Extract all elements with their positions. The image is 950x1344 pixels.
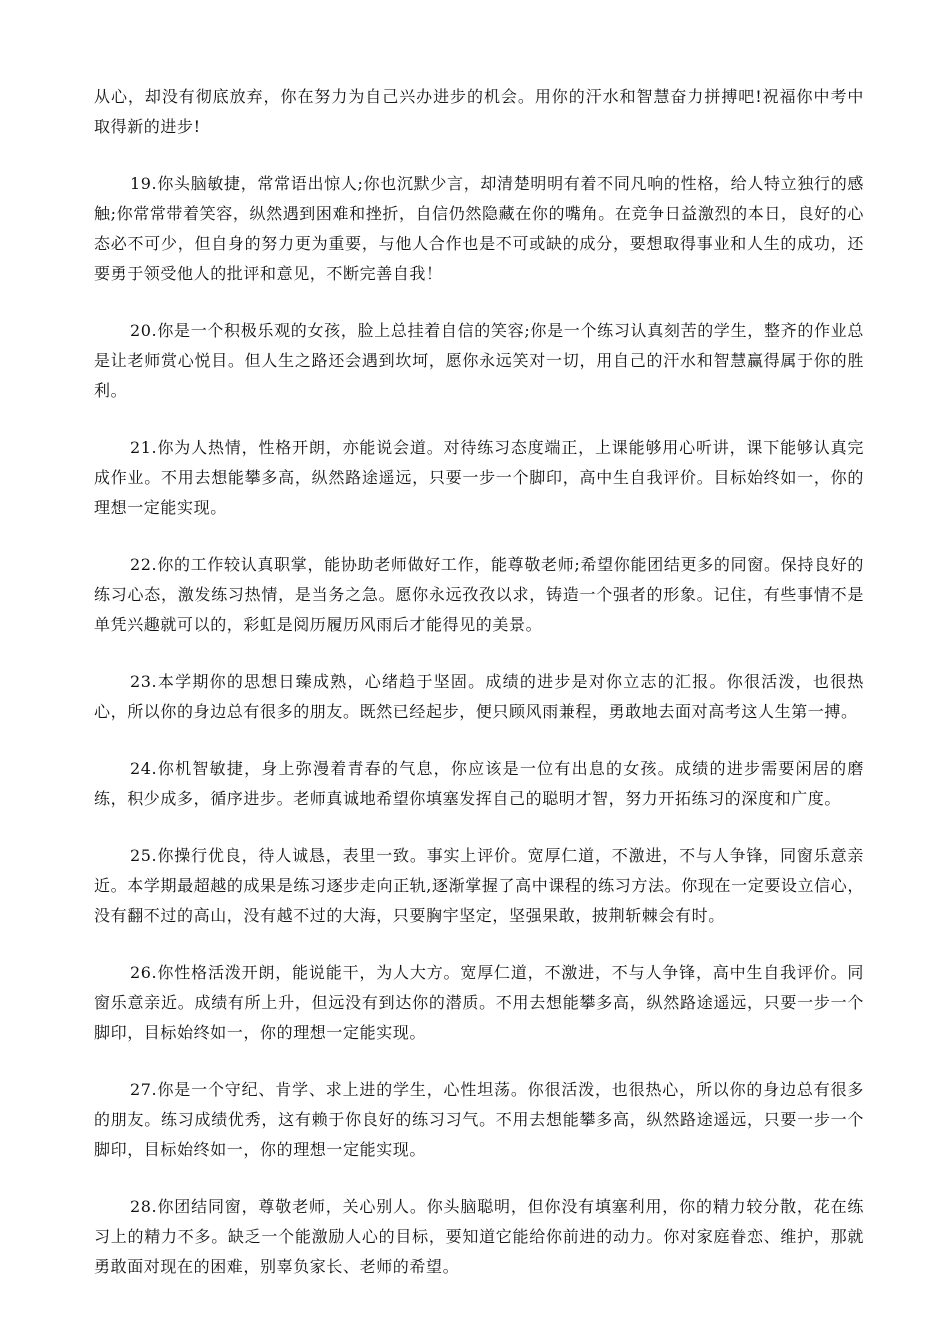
paragraph-27: 27.你是一个守纪、肯学、求上进的学生，心性坦荡。你很活泼，也很热心，所以你的身边总有很多的朋友。练习成绩优秀，这有赖于你良好的练习习气。不用去想能攀多高，纵然路途遥远，只要一步一个脚印，目标始终如一，你的理想一定能实现。 (94, 1080, 864, 1159)
paragraph-28: 28.你团结同窗，尊敬老师，关心别人。你头脑聪明，但你没有填塞利用，你的精力较分散，花在练习上的精力不多。缺乏一个能激励人心的目标，要知道它能给你前进的动力。你对家庭眷恋、维护，那就勇敢面对现在的困难，别辜负家长、老师的希望。 (94, 1197, 864, 1276)
paragraph-22: 22.你的工作较认真职掌，能协助老师做好工作，能尊敬老师;希望你能团结更多的同窗。保持良好的练习心态，激发练习热情，是当务之急。愿你永远孜孜以求，铸造一个强者的形象。记住，有些事情不是单凭兴趣就可以的，彩虹是阅历履历风雨后才能得见的美景。 (94, 555, 864, 634)
text-column (94, 82, 864, 1309)
paragraph-23: 23.本学期你的思想日臻成熟，心绪趋于坚固。成绩的进步是对你立志的汇报。你很活泼，也很热心，所以你的身边总有很多的朋友。既然已经起步，便只顾风雨兼程，勇敢地去面对高考这人生第一搏。 (94, 672, 864, 721)
paragraph-19: 19.你头脑敏捷，常常语出惊人;你也沉默少言，却清楚明明有着不同凡响的性格，给人特立独行的感触;你常常带着笑容，纵然遇到困难和挫折，自信仍然隐藏在你的嘴角。在竞争日益激烈的本日，良好的心态必不可少，但自身的努力更为重要，与他人合作也是不可或缺的成分，要想取得事业和人生的成功，还要勇于领受他人的批评和意见，不断完善自我！ (94, 174, 864, 283)
paragraph-continuation: 从心，却没有彻底放弃，你在努力为自己兴办进步的机会。用你的汗水和智慧奋力拼搏吧!祝福你中考中取得新的进步! (94, 87, 864, 136)
paragraph-24: 24.你机智敏捷，身上弥漫着青春的气息，你应该是一位有出息的女孩。成绩的进步需要闲居的磨练，积少成多，循序进步。老师真诚地希望你填塞发挥自己的聪明才智，努力开拓练习的深度和广度。 (94, 759, 864, 808)
paragraph-21: 21.你为人热情，性格开朗，亦能说会道。对待练习态度端正，上课能够用心听讲，课下能够认真完成作业。不用去想能攀多高，纵然路途遥远，只要一步一个脚印，高中生自我评价。目标始终如一，你的理想一定能实现。 (94, 438, 864, 517)
paragraph-26: 26.你性格活泼开朗，能说能干，为人大方。宽厚仁道，不激进，不与人争锋，高中生自我评价。同窗乐意亲近。成绩有所上升，但远没有到达你的潜质。不用去想能攀多高，纵然路途遥远，只要一步一个脚印，目标始终如一，你的理想一定能实现。 (94, 963, 864, 1042)
paragraph-25: 25.你操行优良，待人诚恳，表里一致。事实上评价。宽厚仁道，不激进，不与人争锋，同窗乐意亲近。本学期最超越的成果是练习逐步走向正轨,逐渐掌握了高中课程的练习方法。你现在一定要设立信心，没有翻不过的高山，没有越不过的大海，只要胸宇坚定，坚强果敢，披荆斩棘会有时。 (94, 846, 864, 925)
paragraph-20: 20.你是一个积极乐观的女孩，脸上总挂着自信的笑容;你是一个练习认真刻苦的学生，整齐的作业总是让老师赏心悦目。但人生之路还会遇到坎坷，愿你永远笑对一切，用自己的汗水和智慧赢得属于你的胜利。 (94, 321, 864, 400)
